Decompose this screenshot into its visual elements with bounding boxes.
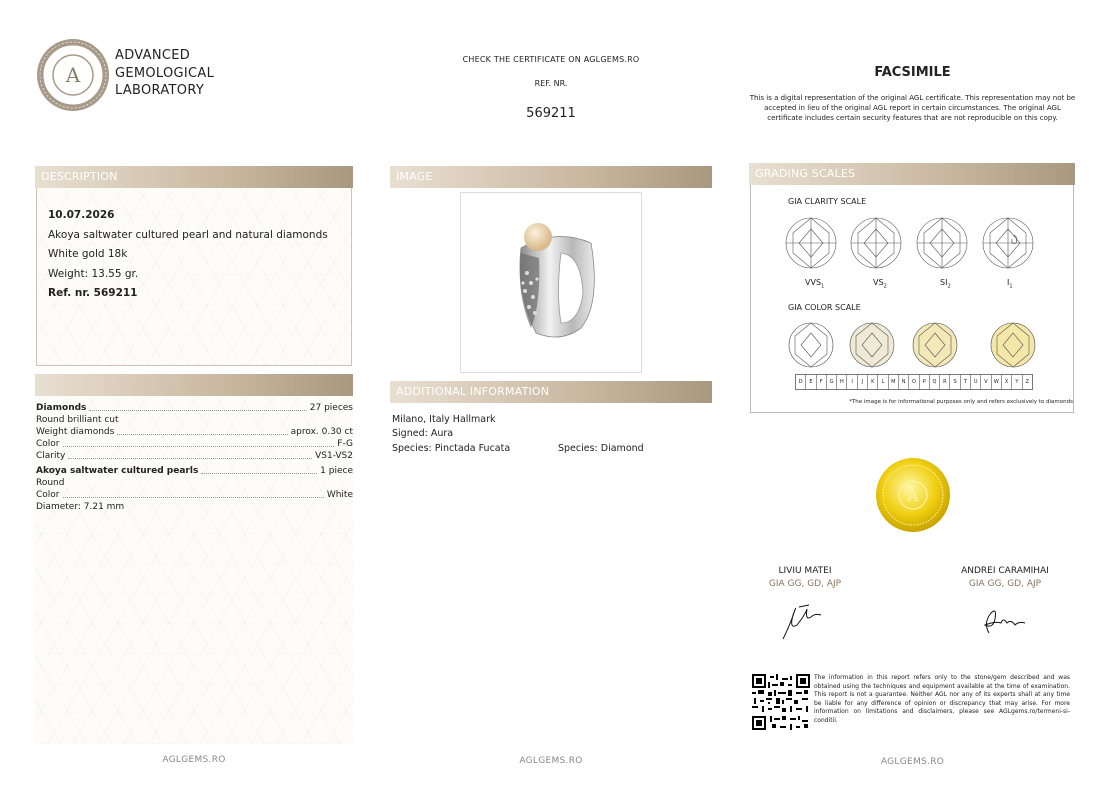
signatory-name: ANDREI CARAMIHAI <box>961 566 1049 576</box>
color-letter: F <box>817 375 827 389</box>
agl-logo <box>35 37 111 113</box>
clarity-grade-label: I <box>1007 278 1010 287</box>
svg-text:A: A <box>65 63 81 87</box>
description-box <box>36 188 352 366</box>
specs-header <box>35 374 353 396</box>
footer-url-3: AGLGEMS.RO <box>880 757 945 767</box>
clarity-diamond-icon <box>786 218 836 268</box>
color-letter: X <box>1002 375 1012 389</box>
clarity-grade-3 <box>940 278 951 290</box>
spec-cut: Round brilliant cut <box>36 415 119 425</box>
footer-url-2: AGLGEMS.RO <box>519 756 583 766</box>
gold-seal-icon <box>874 456 952 534</box>
spec-row-weight <box>36 426 353 438</box>
clarity-grade-4 <box>1007 278 1013 290</box>
signatory-name: LIVIU MATEI <box>778 566 832 576</box>
spec-color-label: Color <box>36 439 60 449</box>
description-ref: Ref. nr. 569211 <box>48 287 138 299</box>
signatory-credentials: GIA GG, GD, AJP <box>968 579 1042 589</box>
color-letter: M <box>889 375 899 389</box>
spec-weight-value: aprox. 0.30 ct <box>290 427 353 437</box>
color-letter: R <box>940 375 950 389</box>
color-letter: W <box>992 375 1002 389</box>
spec-weight-label: Weight diamonds <box>36 427 115 437</box>
color-diamonds <box>785 321 1045 371</box>
color-letter: J <box>858 375 868 389</box>
color-letter: Z <box>1025 379 1029 385</box>
check-certificate-text: CHECK THE CERTIFICATE ON AGLGEMS.RO <box>462 55 640 64</box>
disclaimer-text: The information in this report refers only to the stone/gem described and was obtained using the techniques and equipment available at the time of examination. This report is not a guarantee. Neither AGL nor any of its experts shall at any time be liable for any difference of opinion or discrepancy that may arise. For more information on limitations and disclaimers, please see AGLgems.ro/termeni-si-conditii. <box>814 674 1070 724</box>
color-letter: S <box>950 375 960 389</box>
additional-species-1: Species: Pinctada Fucata <box>392 443 511 454</box>
color-diamond-icon <box>913 323 957 367</box>
lab-name <box>115 47 214 100</box>
clarity-diamonds <box>785 214 1045 274</box>
signatory-credentials: GIA GG, GD, AJP <box>768 579 842 589</box>
clarity-diamond-icon <box>851 218 901 268</box>
spec-clarity-value: VS1-VS2 <box>315 451 353 461</box>
color-letter: L <box>878 375 888 389</box>
description-metal: White gold 18k <box>48 248 128 260</box>
color-letter: O <box>909 375 919 389</box>
additional-line-2: Signed: Aura <box>392 428 454 439</box>
footer-url-1: AGLGEMS.RO <box>162 755 226 765</box>
color-letter: K <box>868 375 878 389</box>
color-scale-title: GIA COLOR SCALE <box>788 303 861 312</box>
clarity-grade-2 <box>873 278 887 290</box>
clarity-scale-title: GIA CLARITY SCALE <box>788 197 867 206</box>
color-letter: D <box>796 375 806 389</box>
spec-row-pearls <box>36 465 353 477</box>
signature-block-1 <box>745 566 865 649</box>
additional-line-1: Milano, Italy Hallmark <box>392 414 496 425</box>
spec-pearl-shape: Round <box>36 478 65 488</box>
color-letter: G <box>827 375 837 389</box>
spec-diamonds-count: 27 pieces <box>309 403 353 413</box>
signature-icon <box>945 595 1065 645</box>
description-header: DESCRIPTION <box>35 166 353 188</box>
color-letter: P <box>920 375 930 389</box>
spec-diamonds-label: Diamonds <box>36 403 87 413</box>
ref-number: 569211 <box>526 106 576 121</box>
spec-diameter: Diameter: 7.21 mm <box>36 502 125 512</box>
clarity-grade-sub: 2 <box>947 283 951 290</box>
spec-pearl-color-value: White <box>326 490 353 500</box>
spec-row-diamonds <box>36 402 353 414</box>
lab-name-line-3: LABORATORY <box>115 83 205 98</box>
color-letter: U <box>971 375 981 389</box>
color-letter: T <box>961 375 971 389</box>
lab-name-line-1: ADVANCED <box>115 48 191 63</box>
clarity-grade-label: SI <box>940 278 948 287</box>
spec-pearl-color-label: Color <box>36 490 60 500</box>
spec-color-value: F-G <box>337 439 353 449</box>
clarity-grade-label: VVS <box>805 278 822 287</box>
clarity-grade-label: VS <box>873 278 884 287</box>
additional-header: ADDITIONAL INFORMATION <box>390 381 712 403</box>
description-date: 10.07.2026 <box>48 209 115 221</box>
svg-text:A: A <box>907 487 919 505</box>
signature-icon <box>745 595 865 645</box>
color-letter: Q <box>930 375 940 389</box>
spec-clarity-label: Clarity <box>36 451 66 461</box>
agl-seal-icon <box>35 37 111 113</box>
qr-code-icon <box>752 674 810 730</box>
facsimile-note: This is a digital representation of the original AGL certificate. This representation may not be accepted in lieu of the original AGL report in certain circumstances. The original AGL certificate includes certain security features that are not reproducible on this copy. <box>749 94 1076 122</box>
color-diamond-icon <box>850 323 894 367</box>
color-letter-scale <box>795 374 1033 390</box>
color-letter: I <box>847 375 857 389</box>
ring-icon <box>461 193 641 372</box>
grading-header: GRADING SCALES <box>749 163 1075 185</box>
lab-name-line-2: GEMOLOGICAL <box>115 65 215 81</box>
color-letter: V <box>981 375 991 389</box>
color-letter: Y <box>1012 375 1022 389</box>
spec-row-pearl-color <box>36 489 353 501</box>
image-header: IMAGE <box>390 166 712 188</box>
spec-pearls-label: Akoya saltwater cultured pearls <box>36 466 199 476</box>
color-diamond-icon <box>991 323 1035 367</box>
signature-block-2 <box>945 566 1065 649</box>
clarity-grade-1 <box>805 278 824 290</box>
description-weight: Weight: 13.55 gr. <box>48 267 139 280</box>
color-letter: E <box>806 375 816 389</box>
color-letter: N <box>899 375 909 389</box>
spec-pearls-count: 1 piece <box>320 466 353 476</box>
clarity-grade-sub: 2 <box>883 283 887 290</box>
description-item: Akoya saltwater cultured pearl and natural diamonds <box>48 228 328 241</box>
additional-species-2: Species: Diamond <box>558 443 644 454</box>
spec-row-clarity <box>36 450 353 462</box>
color-letter: H <box>837 375 847 389</box>
clarity-diamond-icon <box>917 218 967 268</box>
specs-list <box>36 402 353 513</box>
grading-note: *The image is for informational purposes only and refers exclusively to diamonds <box>849 399 1073 405</box>
clarity-diamond-icon <box>983 218 1033 268</box>
ring-image-frame <box>460 192 642 373</box>
spec-row-color <box>36 438 353 450</box>
clarity-grade-sub: 1 <box>1009 283 1013 290</box>
clarity-grade-sub: 1 <box>821 283 825 290</box>
facsimile-title: FACSIMILE <box>874 65 951 80</box>
color-diamond-icon <box>789 323 833 367</box>
ref-label: REF. NR. <box>534 79 568 88</box>
